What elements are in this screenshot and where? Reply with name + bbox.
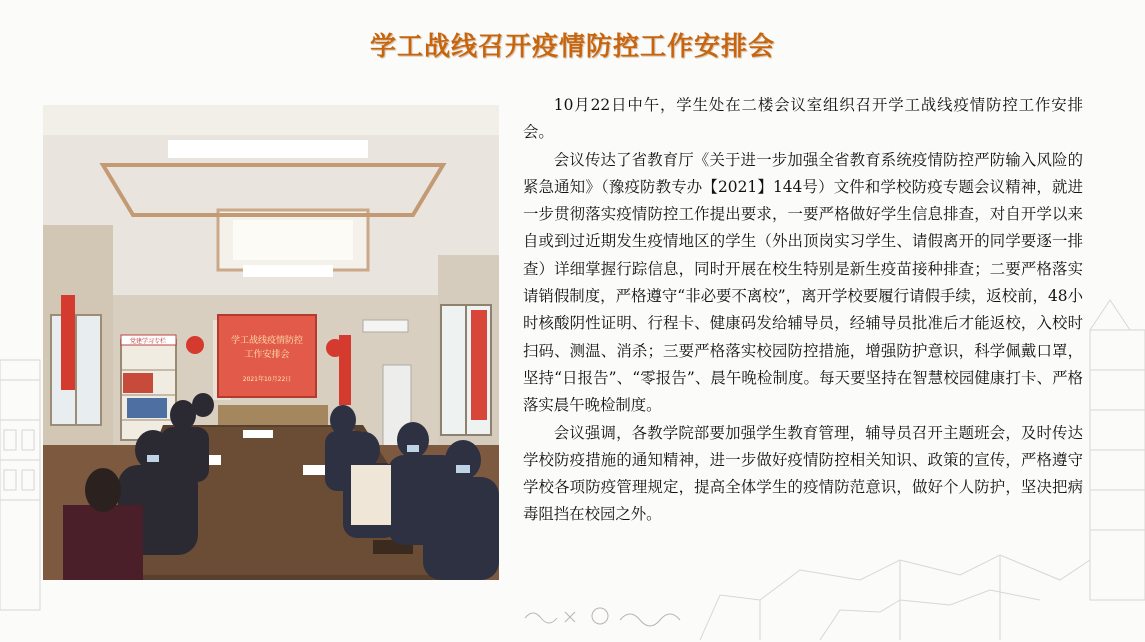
screen-text-line2: 工作安排会 <box>244 350 290 360</box>
article-paragraph: 会议强调，各教学院部要加强学生教育管理，辅导员召开主题班会，及时传达学校防疫措施的通知精神，进一步做好疫情防控相关知识、政策的宣传，严格遵守学校各项防疫管理规定，提高全体学生的疫情防范意识，做好个人防护，坚决把病毒阻挡在校园之外。 <box>523 423 1083 524</box>
board-text: 党建学习专栏 <box>129 338 167 345</box>
screen-text-line1: 学工战线疫情防控 <box>230 336 304 346</box>
meeting-photo <box>43 105 499 580</box>
footer-school-logos <box>520 600 720 630</box>
article-body <box>523 92 1083 529</box>
article-paragraph: 会议传达了省教育厅《关于进一步加强全省教育系统疫情防控严防输入风险的紧急通知》（豫疫防教专办【2021】144号）文件和学校防疫专题会议精神，就进一步贯彻落实疫情防控工作提出要求，一要严格做好学生信息排查，对自开学以来自或到过近期发生疫情地区的学生（外出顶岗实习学生、请假离开的同学要逐一排查）详细掌握行踪信息，同时开展在校生特别是新生疫苗接种排查；二要严格落实请销假制度，严格遵守“非必要不离校”，离开学校要履行请假手续，返校前，48小时核酸阴性证明、行程卡、健康码发给辅导员，经辅导员批准后才能返校，入校时扫码、测温、消杀；三要严格落实校园防控措施，增强防护意识，科学佩戴口罩，坚持“日报告”、“零报告”、晨午晚检制度。每天要坚持在智慧校园健康打卡、严格落实晨午晚检制度。 <box>523 150 1083 415</box>
article-paragraph: 10月22日中午，学生处在二楼会议室组织召开学工战线疫情防控工作安排会。 <box>523 96 1083 142</box>
screen-date: 2021年10月22日 <box>242 376 292 383</box>
page-title: 学工战线召开疫情防控工作安排会 <box>369 32 775 62</box>
